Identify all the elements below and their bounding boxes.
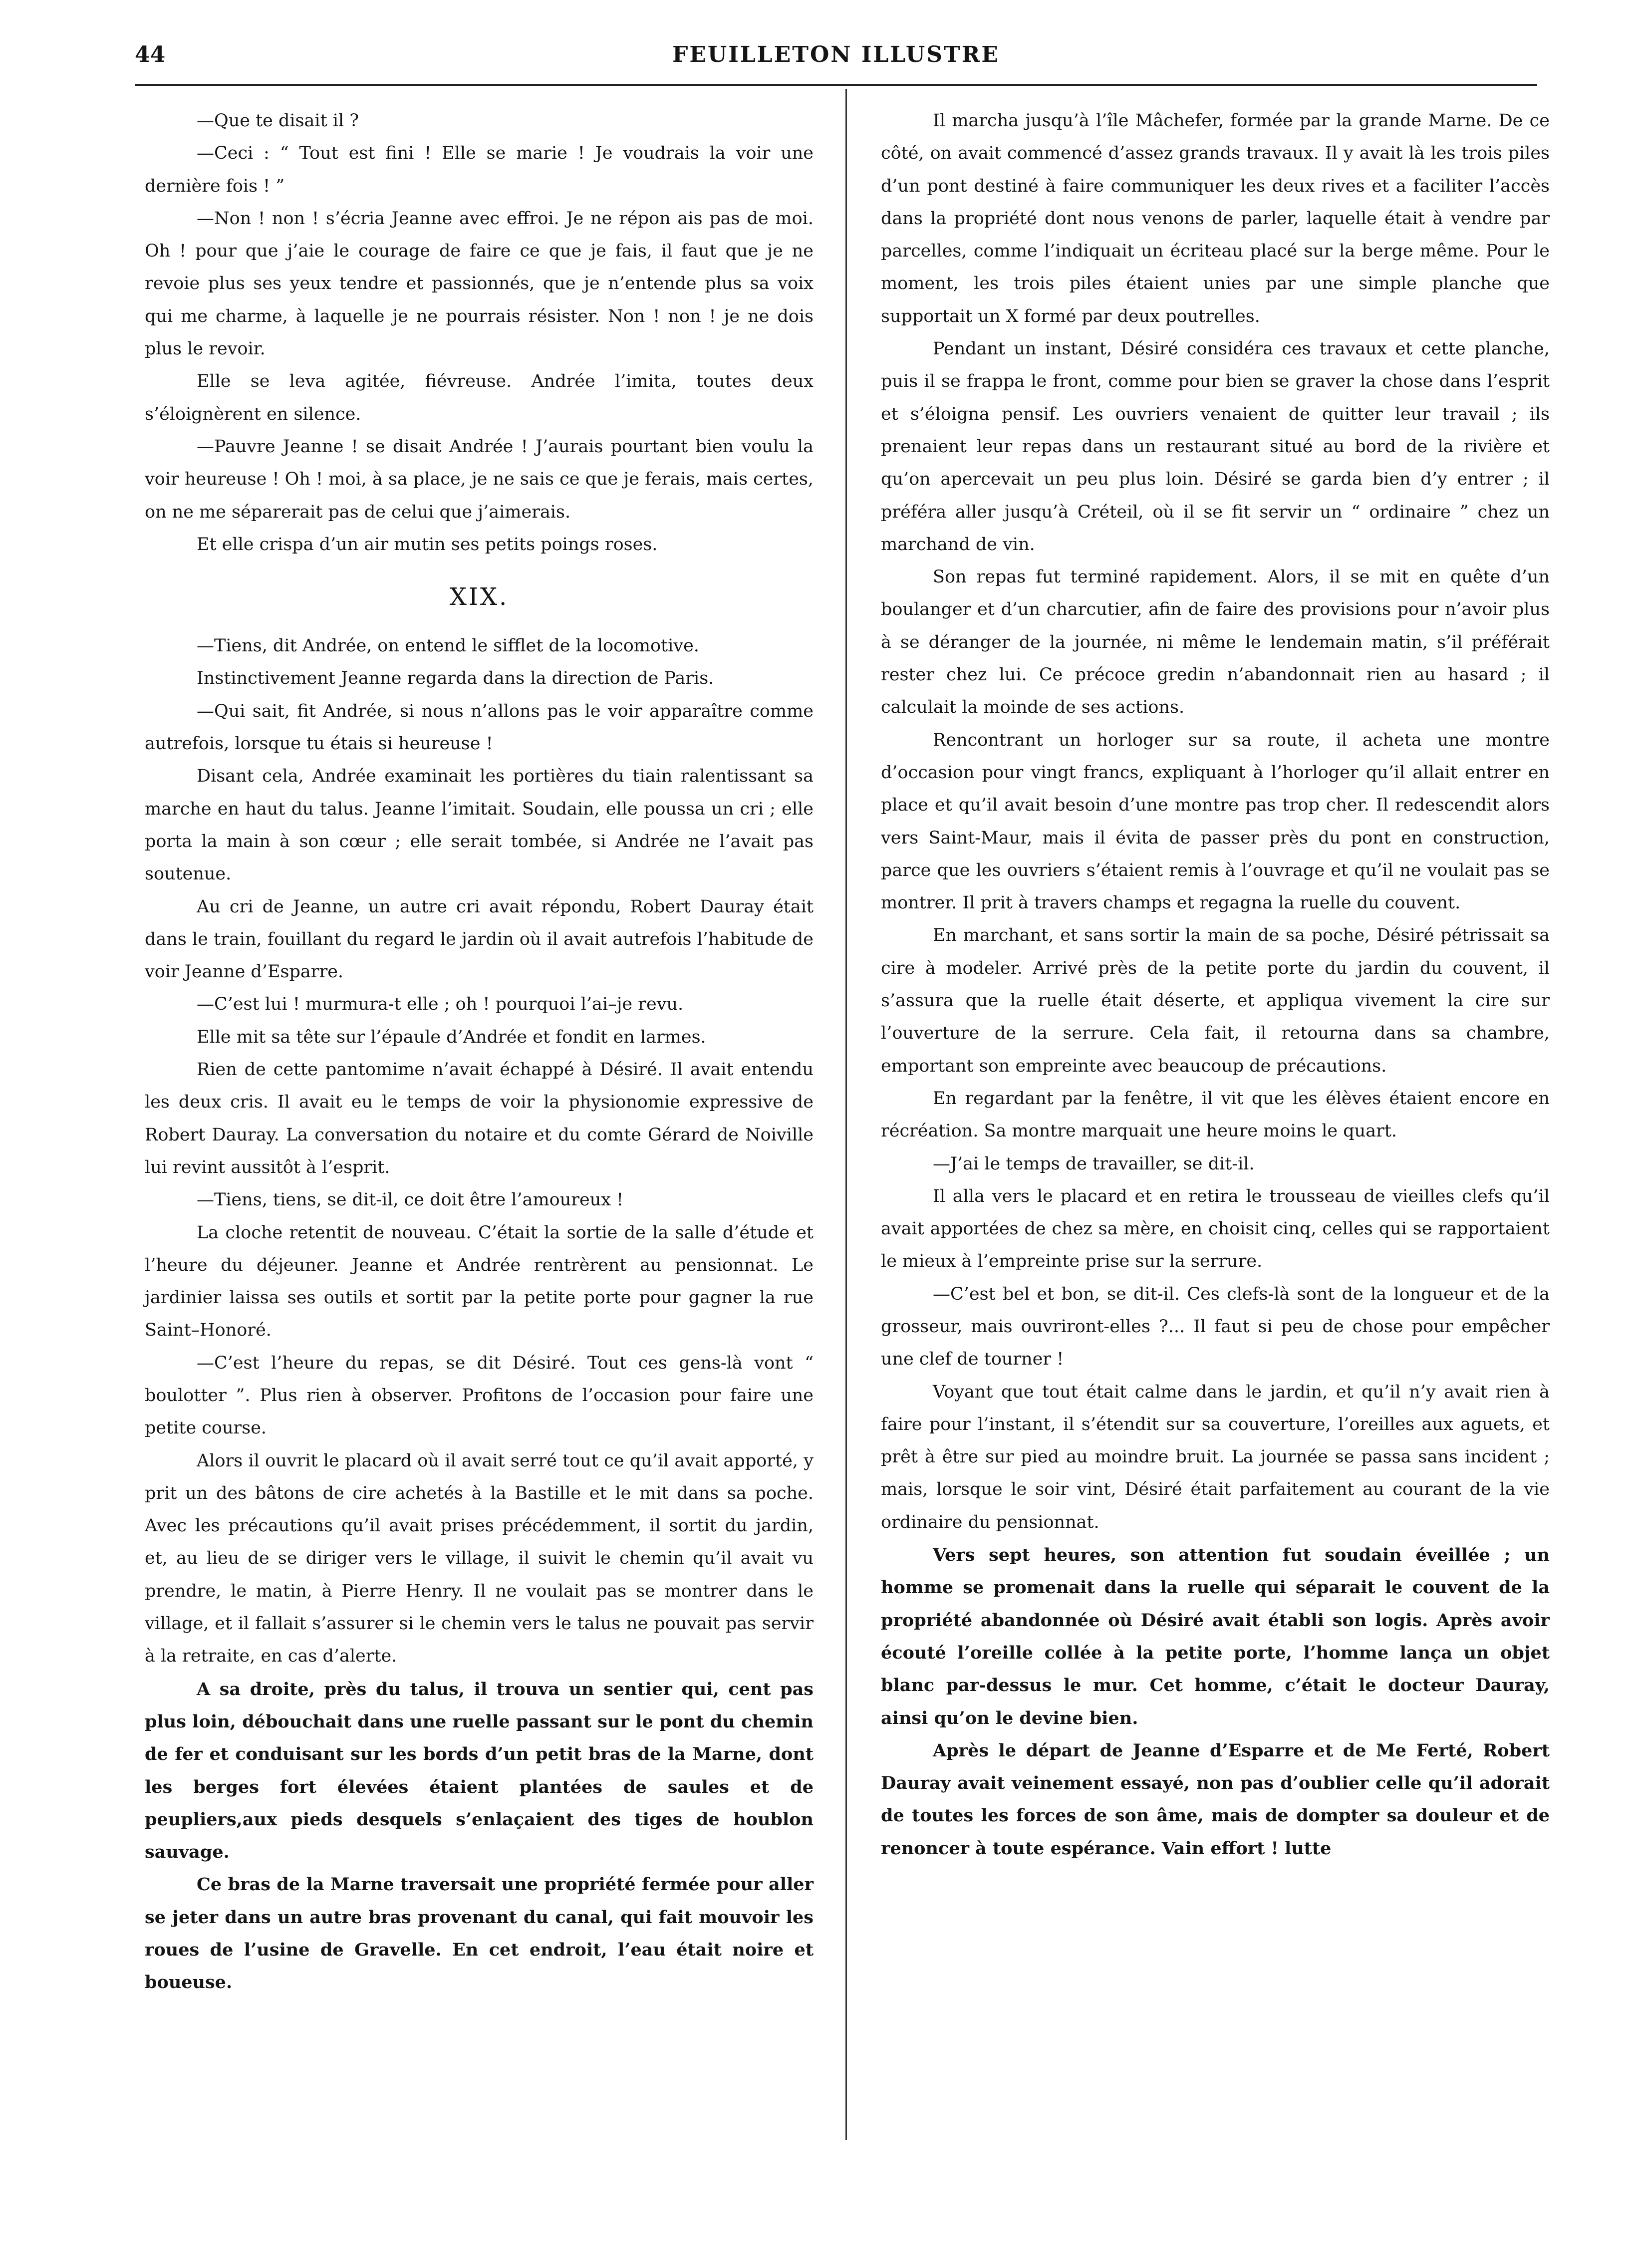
paragraph: —Tiens, dit Andrée, on entend le sifflet de la locomotive. [197, 636, 699, 656]
paragraph: —C’est lui ! murmura-t elle ; oh ! pourquoi l’ai–je revu. [197, 994, 684, 1015]
paragraph: Il alla vers le placard et en retira le trousseau de vieilles clefs qu’il avait apportées de chez sa mère, en choisit cinq, celles qui se rapportaient le mieux à l’empreinte prise sur la serrure. [881, 1186, 1550, 1272]
paragraph: Au cri de Jeanne, un autre cri avait répondu, Robert Dauray était dans le train, fouillant du regard le jardin où il avait autrefois l’habitude de voir Jeanne d’Esparre. [145, 896, 814, 982]
paragraph: —J’ai le temps de travailler, se dit-il. [933, 1153, 1255, 1174]
paragraph: En regardant par la fenêtre, il vit que les élèves étaient encore en récréation. Sa montre marquait une heure moins le quart. [881, 1088, 1550, 1141]
left-column [145, 105, 814, 1999]
paragraph: —Non ! non ! s’écria Jeanne avec effroi. Je ne répon ais pas de moi. Oh ! pour que j’aie le courage de faire ce que je fais, il faut que je ne revoie plus ses yeux tendre et passionnés, que je n’entende plus sa voix qui me charme, à laquelle je ne pourrais résister. Non ! non ! je ne dois plus le revoir. [145, 208, 814, 359]
paragraph: —C’est l’heure du repas, se dit Désiré. Tout ces gens-là vont “ boulotter ”. Plus rien à observer. Profitons de l’occasion pour faire une petite course. [145, 1353, 814, 1438]
paragraph: Disant cela, Andrée examinait les portières du tiain ralentissant sa marche en haut du talus. Jeanne l’imitait. Soudain, elle poussa un cri ; elle porta la main à son cœur ; elle serait tombée, si Andrée ne l’avait pas soutenue. [145, 766, 814, 884]
right-column [881, 105, 1550, 1865]
column-divider [845, 89, 847, 2140]
paragraph: Elle se leva agitée, fiévreuse. Andrée l’imita, toutes deux s’éloignèrent en silence. [145, 371, 814, 424]
paragraph: —Ceci : “ Tout est fini ! Elle se marie ! Je voudrais la voir une dernière fois ! ” [145, 143, 814, 196]
paragraph: Il marcha jusqu’à l’île Mâchefer, formée par la grande Marne. De ce côté, on avait commencé d’assez grands travaux. Il y avait là les trois piles d’un pont destiné à faire communiquer les deux rives et a faciliter l’accès dans la propriété dont nous venons de parler, laquelle était à vendre par parcelles, comme l’indiquait un écriteau placé sur la berge même. Pour le moment, les trois piles étaient unies par une simple planche que supportait un X formé par deux poutrelles. [881, 111, 1550, 326]
paragraph: Son repas fut terminé rapidement. Alors, il se mit en quête d’un boulanger et d’un charcutier, afin de faire des provisions pour n’avoir plus à se déranger de la journée, ni même le lendemain matin, s’il préférait rester chez lui. Ce précoce gredin n’abandonnait rien au hasard ; il calculait la moinde de ses actions. [881, 567, 1550, 718]
paragraph: Instinctivement Jeanne regarda dans la direction de Paris. [197, 668, 714, 689]
paragraph: Ce bras de la Marne traversait une propriété fermée pour aller se jeter dans un autre bras provenant du canal, qui fait mouvoir les roues de l’usine de Gravelle. En cet endroit, l’eau était noire et boueuse. [145, 1874, 814, 1993]
chapter-heading: XIX. [449, 583, 509, 611]
paragraph: Elle mit sa tête sur l’épaule d’Andrée et fondit en larmes. [197, 1027, 706, 1047]
paragraph: Rien de cette pantomime n’avait échappé à Désiré. Il avait entendu les deux cris. Il avait eu le temps de voir la physionomie expressive de Robert Dauray. La conversation du notaire et du comte Gérard de Noiville lui revint aussitôt à l’esprit. [145, 1060, 814, 1177]
paragraph: Rencontrant un horloger sur sa route, il acheta une montre d’occasion pour vingt francs, expliquant à l’horloger qu’il allait entrer en place et qu’il avait besoin d’une montre pas trop cher. Il redescendit alors vers Saint-Maur, mais il évita de passer près du pont en construction, parce que les ouvriers s’étaient remis à l’ouvrage et qu’il ne voulait pas se montrer. Il prit à travers champs et regagna la ruelle du couvent. [881, 730, 1550, 913]
paragraph: Pendant un instant, Désiré considéra ces travaux et cette planche, puis il se frappa le front, comme pour bien se graver la chose dans l’esprit et s’éloigna pensif. Les ouvriers venaient de quitter leur travail ; ils prenaient leur repas dans un restaurant situé au bord de la rivière et qu’on apercevait un peu plus loin. Désiré se garda bien d’y entrer ; il préféra aller jusqu’à Créteil, où il se fit servir un “ ordinaire ” chez un marchand de vin. [881, 339, 1550, 555]
paragraph: En marchant, et sans sortir la main de sa poche, Désiré pétrissait sa cire à modeler. Arrivé près de la petite porte du jardin du couvent, il s’assura que la ruelle était déserte, et appliqua vivement la cire sur l’ouverture de la serrure. Cela fait, il retourna dans sa chambre, emportant son empreinte avec beaucoup de précautions. [881, 925, 1550, 1076]
paragraph: —Tiens, tiens, se dit-il, ce doit être l’amoureux ! [197, 1190, 624, 1210]
paragraph: Alors il ouvrit le placard où il avait serré tout ce qu’il avait apporté, y prit un des bâtons de cire achetés à la Bastille et le mit dans sa poche. Avec les précautions qu’il avait prises précédemment, il sortit du jardin, et, au lieu de se diriger vers le village, il suivit le chemin qu’il avait vu prendre, le matin, à Pierre Henry. Il ne voulait pas se montrer dans le village, et il fallait s’assurer si le chemin vers le talus ne pouvait pas servir à la retraite, en cas d’alerte. [145, 1450, 814, 1667]
paragraph: —Pauvre Jeanne ! se disait Andrée ! J’aurais pourtant bien voulu la voir heureuse ! Oh ! moi, à sa place, je ne sais ce que je ferais, mais certes, on ne me séparerait pas de celui que j’aimerais. [145, 436, 814, 522]
paragraph: Voyant que tout était calme dans le jardin, et qu’il n’y avait rien à faire pour l’instant, il s’étendit sur sa couverture, l’oreilles aux aguets, et prêt à être sur pied au moindre bruit. La journée se passa sans incident ; mais, lorsque le soir vint, Désiré était parfaitement au courant de la vie ordinaire du pensionnat. [881, 1382, 1550, 1532]
paragraph: —C’est bel et bon, se dit-il. Ces clefs-là sont de la longueur et de la grosseur, mais ouvriront-elles ?... Il faut si peu de chose pour empêcher une clef de tourner ! [881, 1284, 1550, 1370]
header-rule [135, 84, 1537, 86]
paragraph: —Qui sait, fit Andrée, si nous n’allons pas le voir apparaître comme autrefois, lorsque tu étais si heureuse ! [145, 701, 814, 754]
paragraph: —Que te disait il ? [197, 111, 359, 131]
page-number: 44 [135, 42, 166, 67]
paragraph: A sa droite, près du talus, il trouva un sentier qui, cent pas plus loin, débouchait dans une ruelle passant sur le pont du chemin de fer et conduisant sur les bords d’un petit bras de la Marne, dont les berges fort élevées étaient plantées de saules et de peupliers,aux pieds desquels s’enlaçaient des tiges de houblon sauvage. [145, 1679, 814, 1863]
running-title: FEUILLETON ILLUSTRE [672, 42, 1000, 67]
paragraph: Après le départ de Jeanne d’Esparre et de Me Ferté, Robert Dauray avait veinement essayé, non pas d’oublier celle qu’il adorait de toutes les forces de son âme, mais de dompter sa douleur et de renoncer à toute espérance. Vain effort ! lutte [881, 1740, 1550, 1859]
paragraph: La cloche retentit de nouveau. C’était la sortie de la salle d’étude et l’heure du déjeuner. Jeanne et Andrée rentrèrent au pensionnat. Le jardinier laissa ses outils et sortit par la petite porte pour gagner la rue Saint–Honoré. [145, 1222, 814, 1341]
page-header [135, 31, 1537, 76]
paragraph: Et elle crispa d’un air mutin ses petits poings roses. [197, 534, 658, 555]
paragraph: Vers sept heures, son attention fut soudain éveillée ; un homme se promenait dans la ruelle qui séparait le couvent de la propriété abandonnée où Désiré avait établi son logis. Après avoir écouté l’oreille collée à la petite porte, l’homme lança un objet blanc par-dessus le mur. Cet homme, c’était le docteur Dauray, ainsi qu’on le devine bien. [881, 1545, 1550, 1728]
